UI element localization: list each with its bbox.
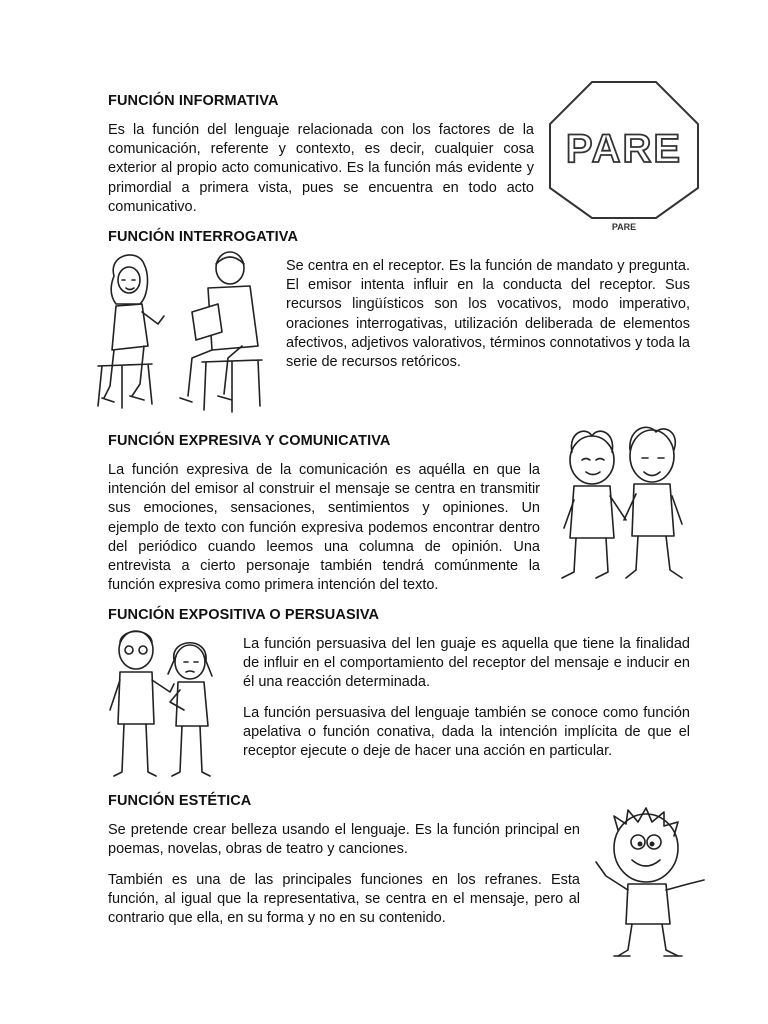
paragraph-informativa: Es la función del lenguaje relacionada con los factores de la comunicación, referente y contexto, es decir, cualquier cosa exterior al propio acto comunicativo. Es la función más evidente y primordial a primera vista, pues se encuentra en todo acto comunicativo. xyxy=(108,122,534,215)
kid-left xyxy=(562,431,626,578)
boy-figure xyxy=(110,631,174,776)
persuasion-kids-illustration xyxy=(100,626,228,782)
stop-sign-illustration xyxy=(548,80,700,236)
woman-figure xyxy=(98,255,164,408)
paragraph-expresiva: La función expresiva de la comunicación es aquélla en que la intención del emisor al construir el mensaje se centra en transmitir sus emociones, sensaciones, sentimientos y opiniones. Un ejemplo de texto con función expresiva podemos encontrar dentro del periódico cuando leemos una columna de opinión. Una entrevista a cierto personaje también tendrá comúnmente la función expresiva como primera intención del texto. xyxy=(108,462,540,594)
girl-figure xyxy=(168,643,212,776)
heading-estetica: FUNCIÓN ESTÉTICA xyxy=(108,793,252,809)
kid-figure xyxy=(596,808,704,956)
happy-kid-illustration xyxy=(588,804,712,964)
paragraph-estetica-2: También es una de las principales funciones en los refranes. Esta función, al igual que la representativa, se centra en el mensaje, pero al contrario que ella, en su forma y no en su contenido. xyxy=(108,872,580,927)
stop-sign-caption: PARE xyxy=(611,222,637,232)
conversation-illustration xyxy=(92,246,270,416)
stop-sign-text: PARE xyxy=(565,127,683,171)
paragraph-estetica-1: Se pretende crear belleza usando el lenguaje. Es la función principal en poemas, novelas, obras de teatro y canciones. xyxy=(108,822,580,858)
handshake-kids-illustration xyxy=(556,420,692,586)
heading-informativa: FUNCIÓN INFORMATIVA xyxy=(108,93,279,109)
heading-expresiva: FUNCIÓN EXPRESIVA Y COMUNICATIVA xyxy=(108,433,391,449)
man-figure xyxy=(180,252,262,412)
kid-right xyxy=(624,427,682,578)
heading-interrogativa: FUNCIÓN INTERROGATIVA xyxy=(108,229,299,245)
paragraph-expositiva-2: La función persuasiva del lenguaje también se conoce como función apelativa o función conativa, dada la intención implícita de que el receptor ejecute o deje de hacer una acción en particular. xyxy=(243,705,690,760)
heading-expositiva: FUNCIÓN EXPOSITIVA O PERSUASIVA xyxy=(108,607,380,623)
paragraph-expositiva-1: La función persuasiva del len guaje es aquella que tiene la finalidad de influir en el comportamiento del receptor del mensaje e inducir en él una reacción determinada. xyxy=(243,636,690,691)
paragraph-interrogativa: Se centra en el receptor. Es la función de mandato y pregunta. El emisor intenta influir en la conducta del receptor. Sus recursos lingüísticos son los vocativos, modo imperativo, oraciones interrogativas, utilización deliberada de elementos afectivos, adjetivos valorativos, términos connotativos y toda la serie de recursos retóricos. xyxy=(286,258,690,371)
